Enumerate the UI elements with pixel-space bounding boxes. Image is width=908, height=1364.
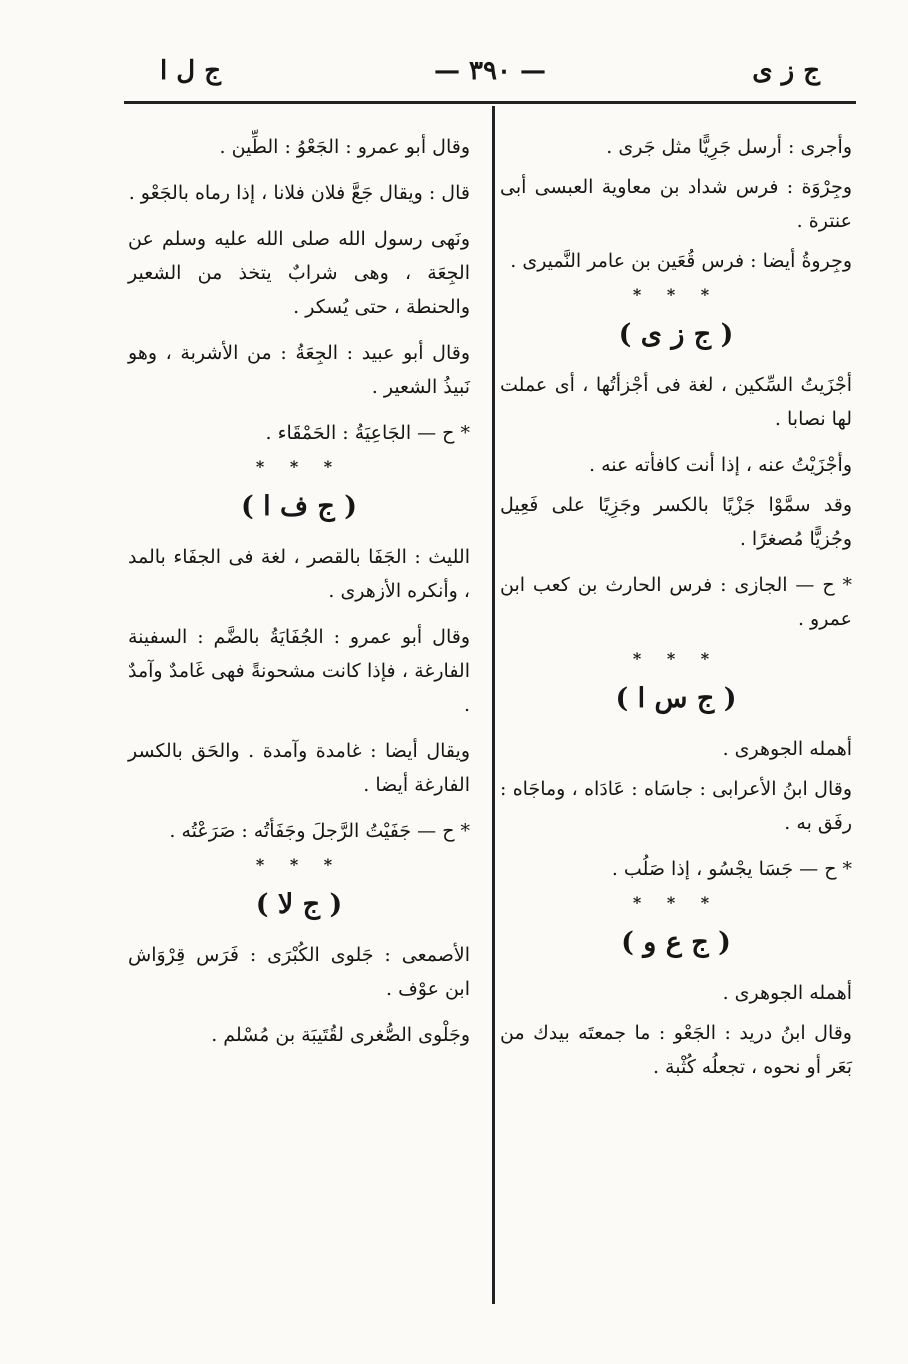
entry-paragraph: الأصمعى : جَلوى الكُبْرَى : فَرَس قِرْوَاش ابن عوْف . <box>128 944 470 1000</box>
right-column <box>500 130 852 1096</box>
root-heading: ( ج ع و ) <box>621 927 731 958</box>
root-heading: ( ج ف ا ) <box>240 491 358 522</box>
entry-paragraph: وأجْزَيْتُ عنه ، إذا أنت كافأته عنه . <box>588 454 852 476</box>
page-header <box>120 52 860 100</box>
entry-paragraph: وقد سمَّوْا جَزْيًا بالكسر وجَزِيًا على فَعِيل وجُزيًّا مُصغرًا . <box>500 494 852 550</box>
entry-paragraph: وقال أبو عمرو : الجُفَايَةُ بالضَّم : السفينة الفارغة ، فإذا كانت مشحونةً فهى غَامدٌ وآمدٌ . <box>128 626 470 716</box>
left-column <box>128 130 470 1064</box>
entry-paragraph: وجِرْوَة : فرس شداد بن معاوية العبسى أبى عنترة . <box>500 176 852 232</box>
entry-paragraph: وجِروةُ أيضا : فرس قُعَين بن عامر النَّميرى . <box>510 250 852 272</box>
header-rule <box>124 101 856 104</box>
root-heading: ( ج س ا ) <box>615 683 737 714</box>
running-head-right: ج ز ى <box>752 56 820 86</box>
entry-paragraph: وأجرى : أرسل جَرِيًّا مثل جَرى . <box>606 136 852 158</box>
entry-paragraph: وقال ابنُ الأعرابى : جاسَاه : عَادَاه ، وماجَاه : رفَق به . <box>500 778 852 834</box>
entry-paragraph: أجْزَيتُ السِّكين ، لغة فى أجْزأتُها ، أى عملت لها نصابا . <box>500 374 852 430</box>
entry-paragraph: وقال أبو عبيد : الجِعَةُ : من الأشربة ، وهو نَبيذُ الشعير . <box>128 342 470 398</box>
entry-paragraph: أهمله الجوهرى . <box>722 738 852 760</box>
entry-paragraph: قال : ويقال جَعَّ فلان فلانا ، إذا رماه بالجَعْو . <box>128 182 470 204</box>
entry-paragraph: * ح — الجازى : فرس الحارث بن كعب ابن عمرو . <box>500 574 852 630</box>
section-separator: * * * <box>632 649 720 668</box>
entry-paragraph: ونَهى رسول الله صلى الله عليه وسلم عن الجِعَة ، وهى شرابٌ يتخذ من الشعير والحنطة ، حتى يُسكر . <box>128 228 470 318</box>
root-heading: ( ج ز ى ) <box>618 319 734 350</box>
entry-paragraph: ويقال أيضا : غامدة وآمدة . والحَق بالكسر الفارغة أيضا . <box>128 740 470 796</box>
section-separator: * * * <box>255 855 343 874</box>
section-separator: * * * <box>255 457 343 476</box>
entry-paragraph: * ح — جَسَا يجْسُو ، إذا صَلُب . <box>611 858 852 880</box>
entry-paragraph: * ح — جَفَيْتُ الرَّجلَ وجَفَأتُه : صَرَعْتُه . <box>169 820 470 842</box>
section-separator: * * * <box>632 285 720 304</box>
entry-paragraph: أهمله الجوهرى . <box>722 982 852 1004</box>
root-heading: ( ج لا ) <box>255 889 343 920</box>
column-divider <box>492 106 495 1304</box>
entry-paragraph: * ح — الجَاعِيَةُ : الحَمْقَاء . <box>265 422 470 444</box>
entry-paragraph: الليث : الجَفَا بالقصر ، لغة فى الجفَاء بالمد ، وأنكره الأزهرى . <box>128 546 470 602</box>
section-separator: * * * <box>632 893 720 912</box>
running-head-left: ج ل ا <box>160 56 222 86</box>
entry-paragraph: وقال أبو عمرو : الجَعْوُ : الطِّين . <box>219 136 470 158</box>
entry-paragraph: وجَلْوى الصُّغرى لقُتَيبَة بن مُسْلم . <box>211 1024 470 1046</box>
entry-paragraph: وقال ابنُ دريد : الجَعْو : ما جمعتَه بيدك من بَعَر أو نحوه ، تجعلُه كُثْبة . <box>500 1022 852 1078</box>
page-number: — ٣٩٠ — <box>433 56 547 86</box>
